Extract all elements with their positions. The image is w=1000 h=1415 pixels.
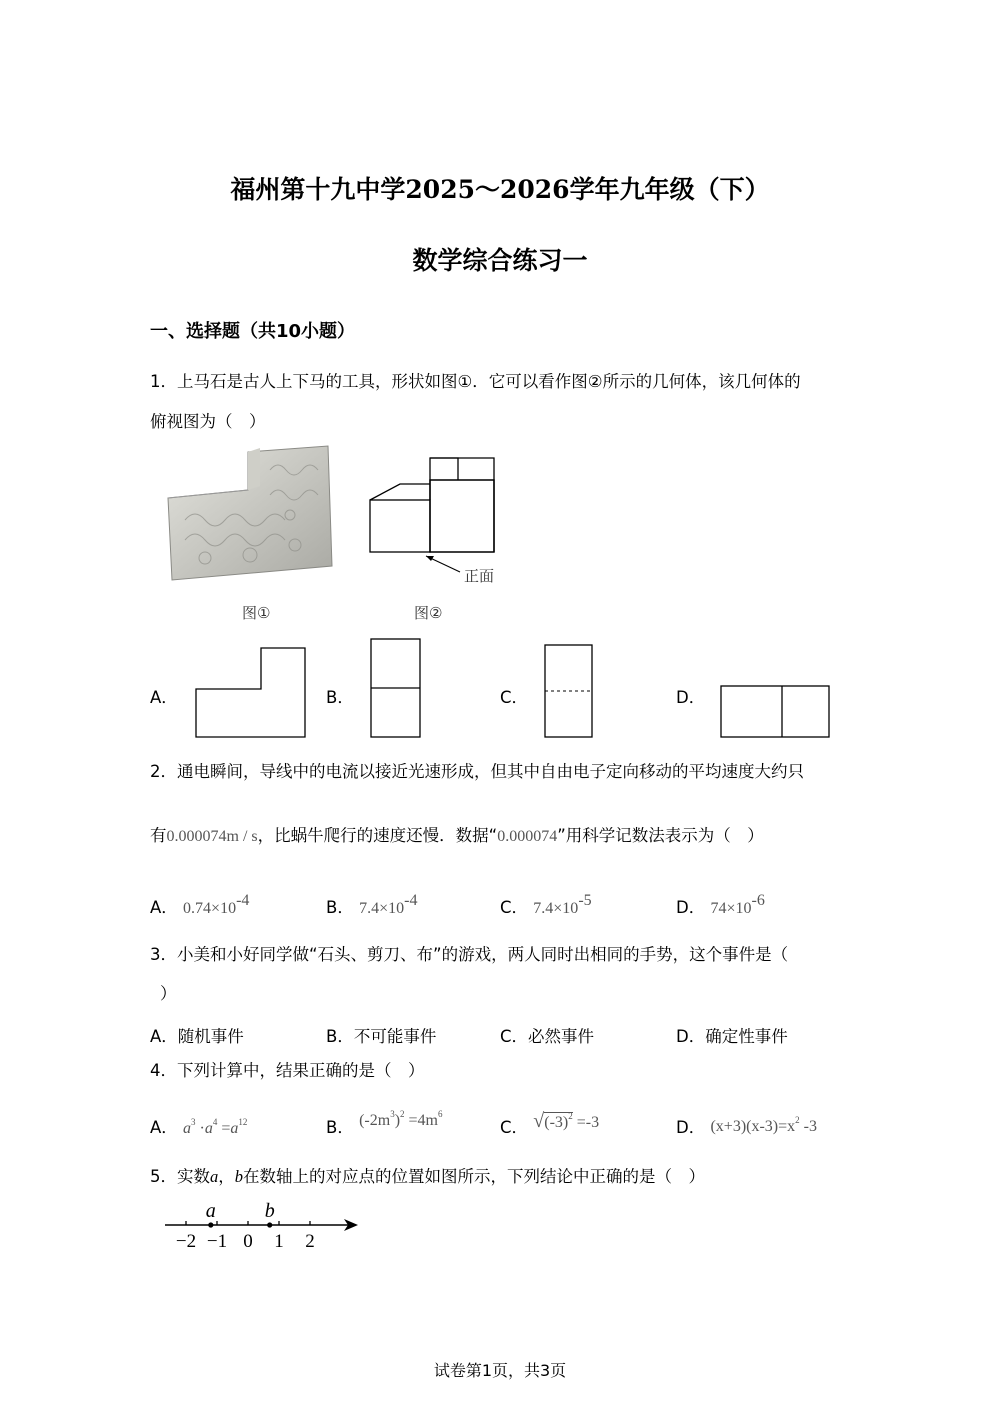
q4-text-line1: 4．下列计算中，结果正确的是（ ） [150,1061,425,1080]
number-line [160,1195,370,1255]
axis-tick-label: −1 [206,1231,228,1252]
q3-option-b: B．不可能事件 [326,1027,437,1046]
axis-tick-label: 1 [274,1231,284,1252]
axis-point [208,1222,213,1227]
fig2-caption: 图② [414,604,443,622]
q1-option-a-label: A． [150,688,178,707]
q1-option-c-label: C． [500,688,529,707]
q2-text-line2: 有0.000074m / s，比蜗牛爬行的速度还慢．数据“0.000074”用科学记数法表示为（ ） [150,826,764,845]
exam-title: 福州第十九中学2025～2026学年九年级（下） [230,175,770,204]
q2-text-line1: 2．通电瞬间，导线中的电流以接近光速形成，但其中自由电子定向移动的平均速度大约只 [150,762,804,781]
q1-option-d-label: D． [676,688,706,707]
exam-subtitle: 数学综合练习一 [412,246,588,275]
q3-option-a: A．随机事件 [150,1027,244,1046]
q4-option-c: C． $√(-3)^2 =-3$ [500,1110,600,1137]
page-footer: 试卷第1页，共3页 [433,1361,567,1380]
q1-option-c-figure [544,644,594,739]
q2-option-b: B． $7.4\times 10^{-4}$ [326,892,418,917]
q1-option-a-figure [195,647,307,739]
q2-option-d: D． $74\times 10^{-6}$ [676,892,765,917]
q1-text-line1: 1．上马石是古人上下马的工具，形状如图①．它可以看作图②所示的几何体，该几何体的 [150,372,801,391]
q3-text-line1: 3．小美和小好同学做“石头、剪刀、布”的游戏，两人同时出相同的手势，这个事件是（ [150,945,789,964]
axis-tick-label: 0 [243,1231,253,1252]
axis-tick-label: 2 [305,1231,315,1252]
q4-option-a: A． $a^3 \cdot a^4 =a^{12}$ [150,1117,248,1137]
q4-option-b: B． $(-2m^3)^2 =4m^6$ [326,1109,443,1137]
q1-option-b-figure [370,638,422,739]
q4-option-d: D． $(x+3)(x-3)=x^2$ -3 [676,1115,817,1137]
data-value: 0.000074 [497,828,558,845]
fig1-caption: 图① [242,604,271,622]
q1-text-line2: 俯视图为（ ） [150,412,266,431]
axis-point-label: a [205,1200,216,1222]
q3-option-d: D．确定性事件 [676,1027,788,1046]
q5-text-line1: 5．实数a，b在数轴上的对应点的位置如图所示，下列结论中正确的是（ ） [150,1167,705,1186]
q2-option-c: C． $7.4\times 10^{-5}$ [500,892,592,917]
axis-point [267,1222,272,1227]
section-heading: 一、选择题（共10小题） [150,321,356,342]
q2-option-a: A． $0.74\times 10^{-4}$ [150,892,250,917]
axis-point-label: b [264,1200,275,1222]
q3-option-c: C．必然事件 [500,1027,595,1046]
axis-tick-label: −2 [175,1231,197,1252]
q3-text-line2: ） [160,984,177,1003]
q1-option-b-label: B． [326,688,354,707]
front-label: 正面 [464,567,495,585]
q1-option-d-figure [720,685,832,739]
speed-value: 0.000074m / s [166,828,258,845]
mounting-stone-photo [160,440,340,590]
